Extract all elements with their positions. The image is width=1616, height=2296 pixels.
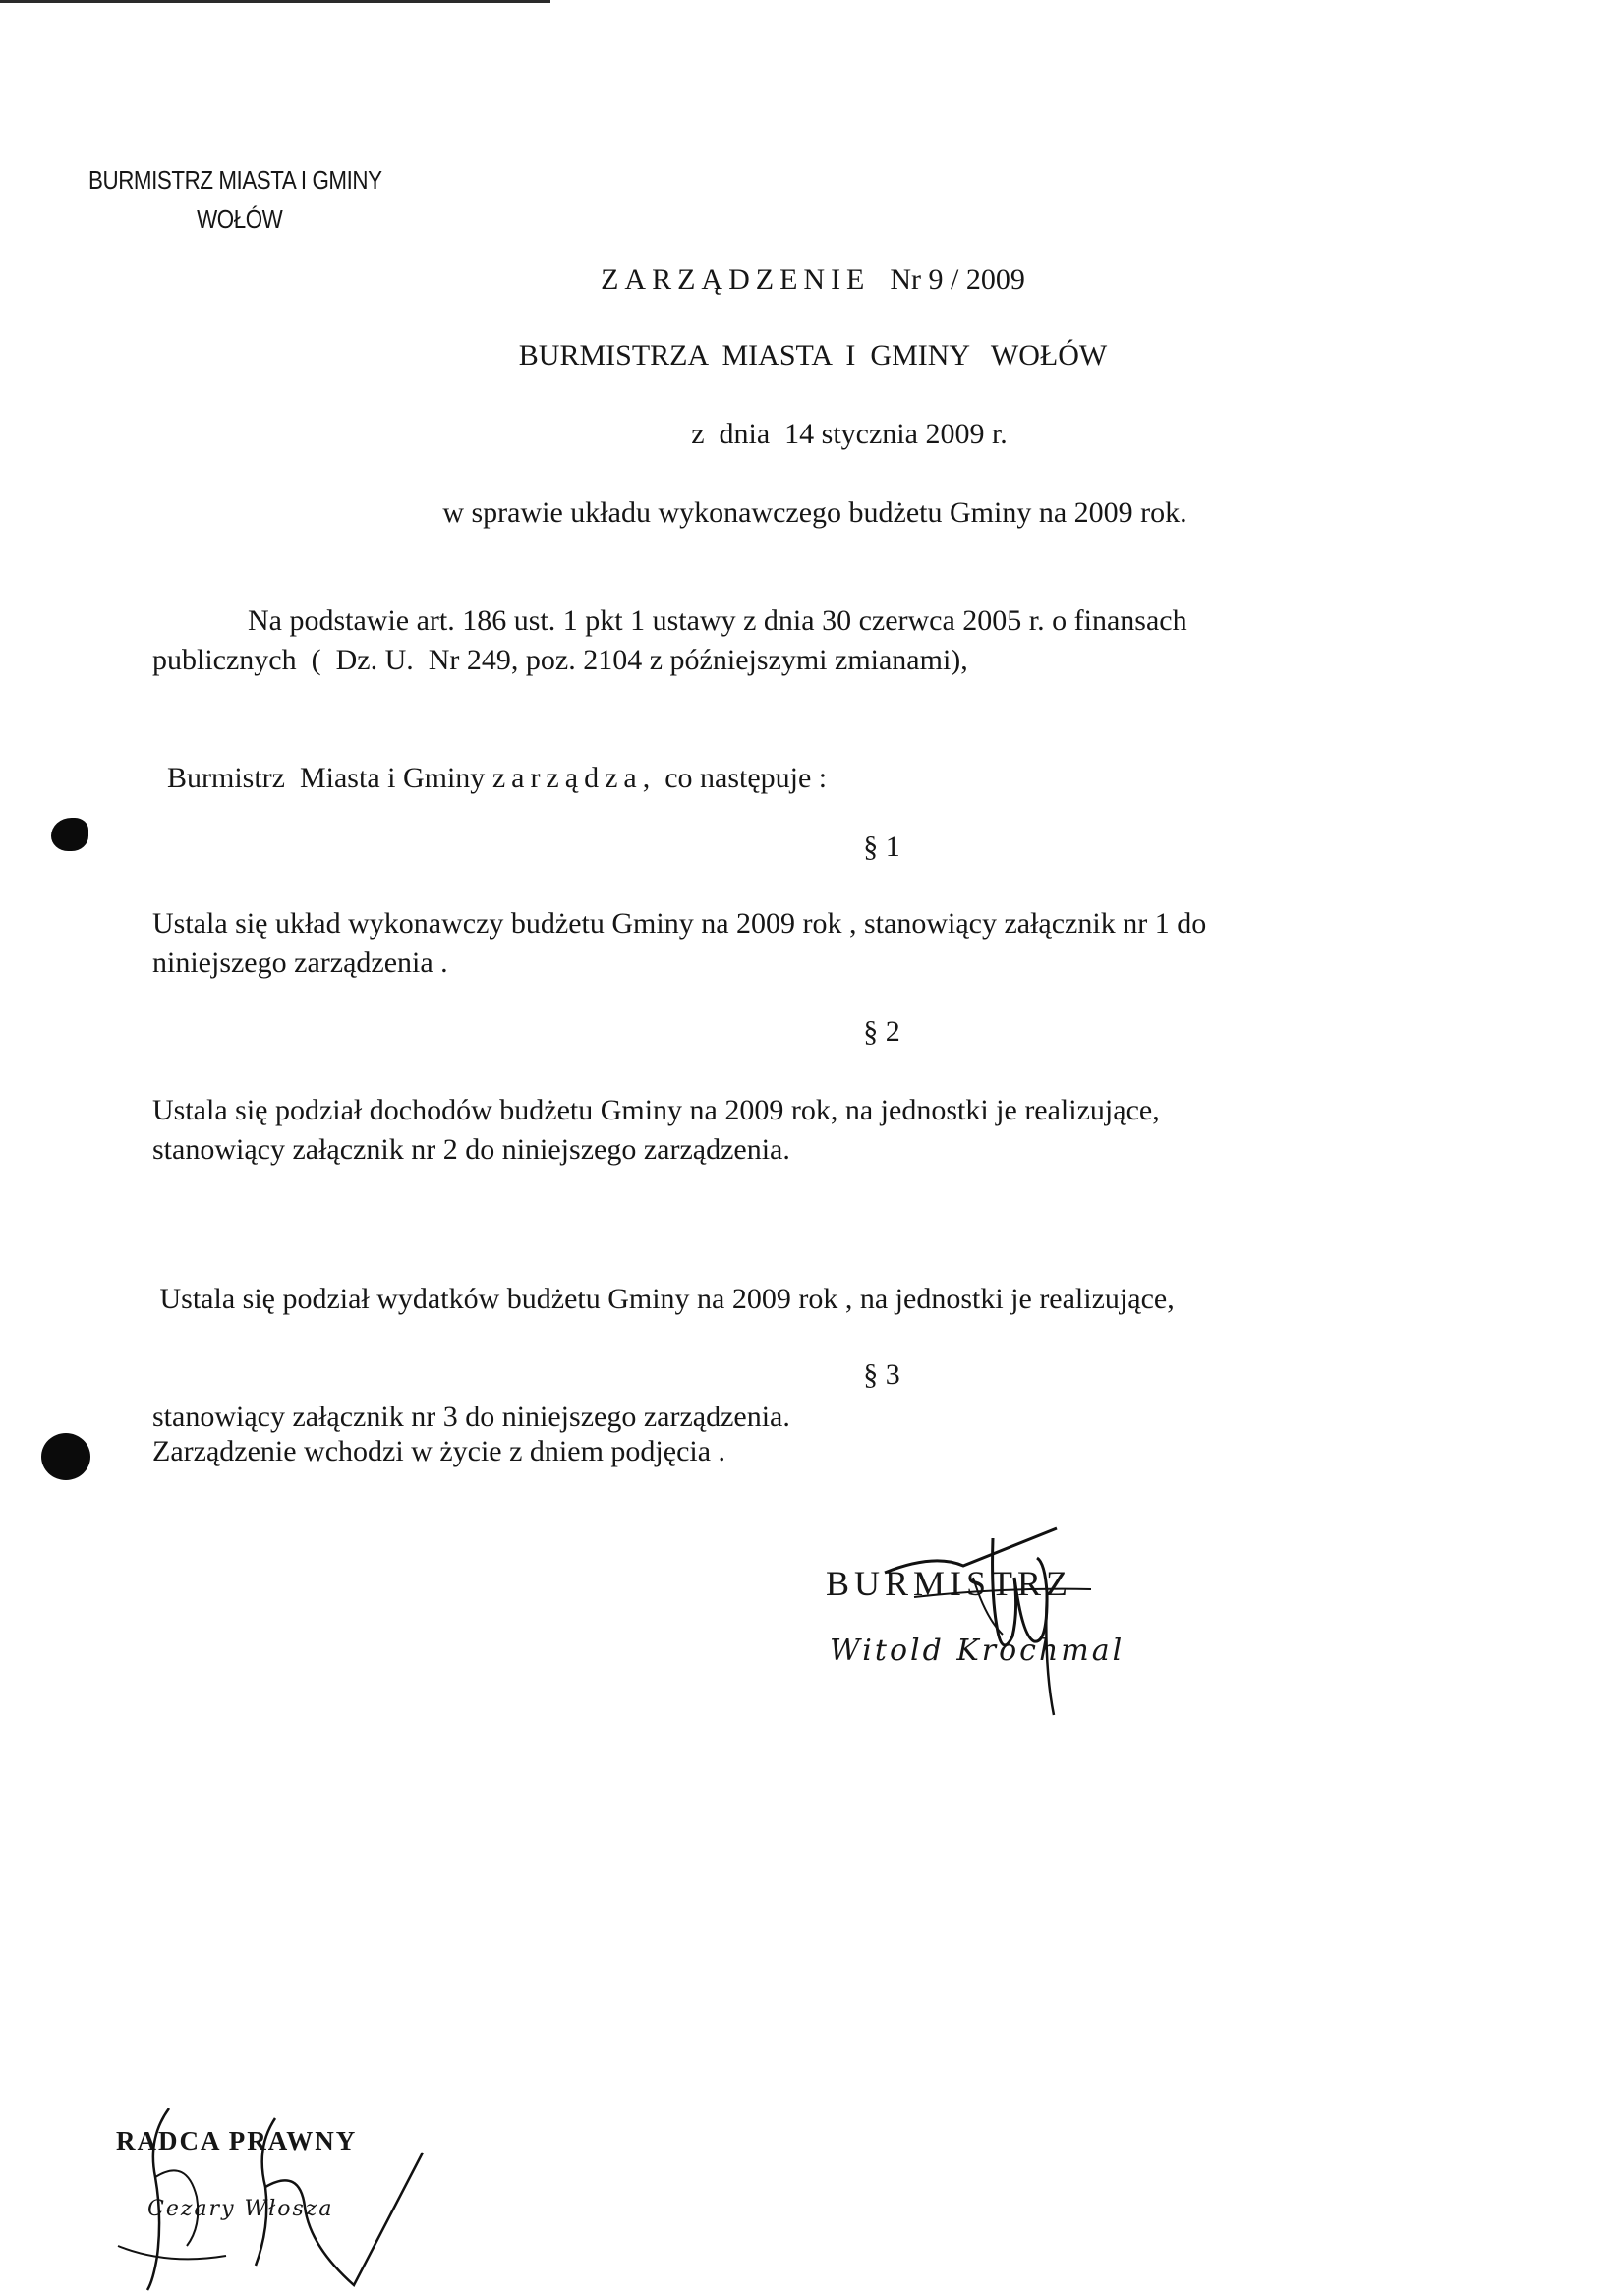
section-mark-1: § 1 [863, 831, 900, 863]
handwritten-signature [826, 1519, 1199, 1745]
mayor-signature-stamp [826, 1519, 1199, 1745]
section-3-paragraph [152, 1432, 1322, 1471]
stamp-name: Cezary Włosza [147, 2197, 334, 2221]
scan-edge-line [0, 0, 550, 3]
paragraph-line: niniejszego zarządzenia . [152, 947, 448, 979]
decree-suffix: , co następuje : [642, 762, 828, 794]
document-title [0, 263, 1616, 297]
document-number: Nr 9 / 2009 [890, 263, 1025, 296]
stamp-title: BURMISTRZ [826, 1564, 1073, 1603]
decree-prefix: Burmistrz Miasta i Gminy [167, 762, 492, 794]
document-date: z dnia 14 stycznia 2009 r. [691, 418, 1008, 450]
paragraph-line: Ustala się podział dochodów budżetu Gminy na 2009 rok, na jednostki je realizujące, [152, 1094, 1160, 1126]
paragraph-line: Ustala się podział wydatków budżetu Gminy na 2009 rok , na jednostki je realizujące, [152, 1283, 1175, 1315]
decree-verb: zarządza [491, 762, 643, 794]
issuing-authority [88, 160, 382, 239]
section-2-paragraph-1 [152, 1091, 1322, 1170]
legal-counsel-stamp [108, 2108, 433, 2295]
paragraph-line: stanowiący załącznik nr 3 do niniejszego zarządzenia. [152, 1401, 790, 1433]
legal-basis-line-2: publicznych ( Dz. U. Nr 249, poz. 2104 z późniejszymi zmianami), [152, 644, 968, 676]
paragraph-line: stanowiący załącznik nr 2 do niniejszego zarządzenia. [152, 1133, 790, 1166]
legal-basis [152, 602, 1322, 680]
punch-hole-mark [41, 1433, 90, 1480]
paragraph-line: Ustala się układ wykonawczy budżetu Gminy na 2009 rok , stanowiący załącznik nr 1 do [152, 907, 1207, 940]
authority-line-2: WOŁÓW [197, 204, 283, 234]
document-subject: w sprawie układu wykonawczego budżetu Gminy na 2009 rok. [442, 496, 1187, 529]
decree-statement [152, 719, 1322, 798]
authority-line-1: BURMISTRZ MIASTA I GMINY [88, 165, 382, 195]
legal-basis-line-1: Na podstawie art. 186 ust. 1 pkt 1 ustawy z dnia 30 czerwca 2005 r. o finansach [248, 604, 1187, 637]
paragraph-line: Zarządzenie wchodzi w życie z dniem podjęcia . [152, 1435, 726, 1467]
issuer-line: BURMISTRZA MIASTA I GMINY WOŁÓW [518, 339, 1108, 372]
section-1-paragraph [152, 904, 1322, 983]
document-type: ZARZĄDZENIE [601, 263, 871, 296]
section-mark-3: § 3 [863, 1358, 900, 1391]
handwritten-signature [108, 2108, 433, 2295]
stamp-title: RADCA PRAWNY [116, 2126, 358, 2155]
section-mark-2: § 2 [863, 1015, 900, 1048]
stamp-name: Witold Krochmal [830, 1634, 1125, 1668]
